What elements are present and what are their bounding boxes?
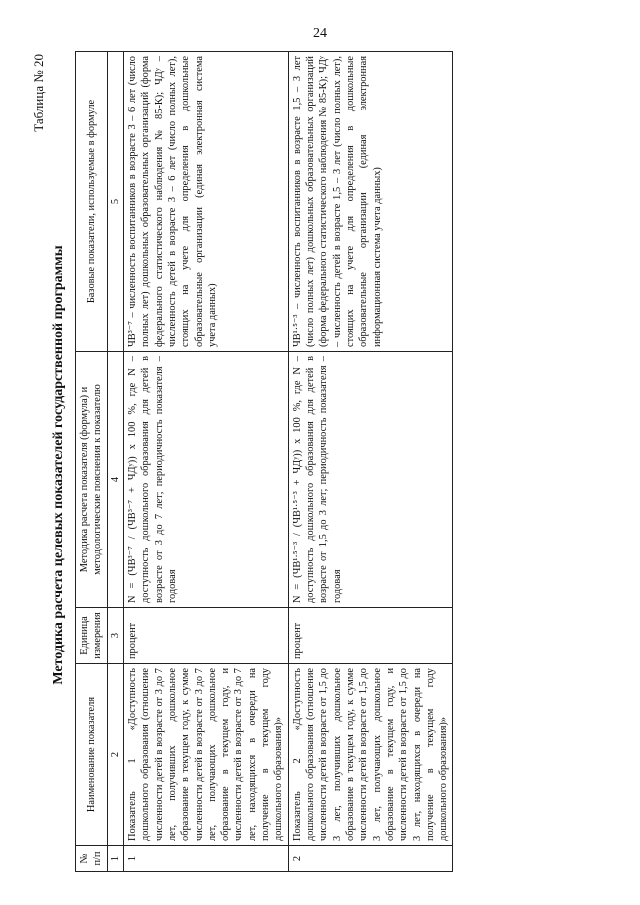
- indicator-unit: процент: [123, 608, 288, 664]
- indicator-base: ЧВ³⁻⁷ – численность воспитанников в возрасте 3 – 6 лет (число полных лет) дошкольных образовательных организаций (форма федерального статистического наблюдения № 85-К); ЧДʸ – численность детей в возрасте 3 – 6 лет (число полных лет), стоящих на учете для определения в дошкольные образовательные организации (единая электронная система учета данных): [123, 52, 288, 352]
- col-header-base: Базовые показатели, используемые в формуле: [76, 52, 108, 352]
- table-row: [123, 52, 288, 872]
- column-number-row: [107, 52, 123, 872]
- col-header-num: № п/п: [76, 846, 108, 872]
- column-number: 5: [107, 52, 123, 352]
- indicator-name: Показатель 2 «Доступность дошкольного образования (отношение численности детей в возрасте от 1,5 до 3 лет, получивших дошкольное образование в текущем году, к сумме численности детей в возрасте от 1,5 до 3 лет, получающих дошкольное образование в текущем году, и численности детей в возрасте от 1,5 до 3 лет, находящихся в очереди на получение в текущем году дошкольного образования)»: [288, 664, 453, 846]
- indicators-table: [75, 51, 453, 872]
- indicator-unit: процент: [288, 608, 453, 664]
- indicator-base: ЧВ¹·⁵⁻³ – численность воспитанников в возрасте 1,5 – 3 лет (число полных лет) дошкольных образовательных организаций (форма федерального статистического наблюдения № 85-К); ЧДʸ – численность детей в возрасте 1,5 – 3 лет (число полных лет), стоящих на учете для определения в дошкольные образовательные организации (единая электронная информационная система учета данных): [288, 52, 453, 352]
- document-title: Методика расчета целевых показателей государственной программы: [51, 245, 66, 685]
- column-number: 1: [107, 846, 123, 872]
- indicator-name: Показатель 1 «Доступность дошкольного образования (отношение численности детей в возрасте от 3 до 7 лет, получивших дошкольное образование в текущем году, к сумме численности детей в возрасте от 3 до 7 лет, получающих дошкольное образование в текущем году, и численности детей в возрасте от 3 до 7 лет, находящихся в очереди на получение в текущем году дошкольного образования)»: [123, 664, 288, 846]
- table-header-row: [76, 52, 108, 872]
- row-number: 1: [123, 846, 288, 872]
- col-header-unit: Единица измерения: [76, 608, 108, 664]
- rotated-page-content: [25, 50, 585, 880]
- col-header-method: Методика расчета показателя (формула) и методологические пояснения к показателю: [76, 352, 108, 608]
- column-number: 3: [107, 608, 123, 664]
- page-number: 24: [313, 26, 327, 41]
- table-row: [288, 52, 453, 872]
- table-caption: Таблица № 20: [31, 54, 46, 132]
- column-number: 2: [107, 664, 123, 846]
- indicator-method: N = (ЧВ³⁻⁷ / (ЧВ³⁻⁷ + ЧДʸ)) x 100 %, где N – доступность дошкольного образования для детей в возрасте от 3 до 7 лет; периодичность показателя – годовая: [123, 352, 288, 608]
- column-number: 4: [107, 352, 123, 608]
- row-number: 2: [288, 846, 453, 872]
- col-header-name: Наименование показателя: [76, 664, 108, 846]
- indicator-method: N = (ЧВ¹·⁵⁻³ / (ЧВ¹·⁵⁻³ + ЧДʸ)) x 100 %, где N – доступность дошкольного образования для детей в возрасте от 1,5 до 3 лет; периодичность показателя – годовая: [288, 352, 453, 608]
